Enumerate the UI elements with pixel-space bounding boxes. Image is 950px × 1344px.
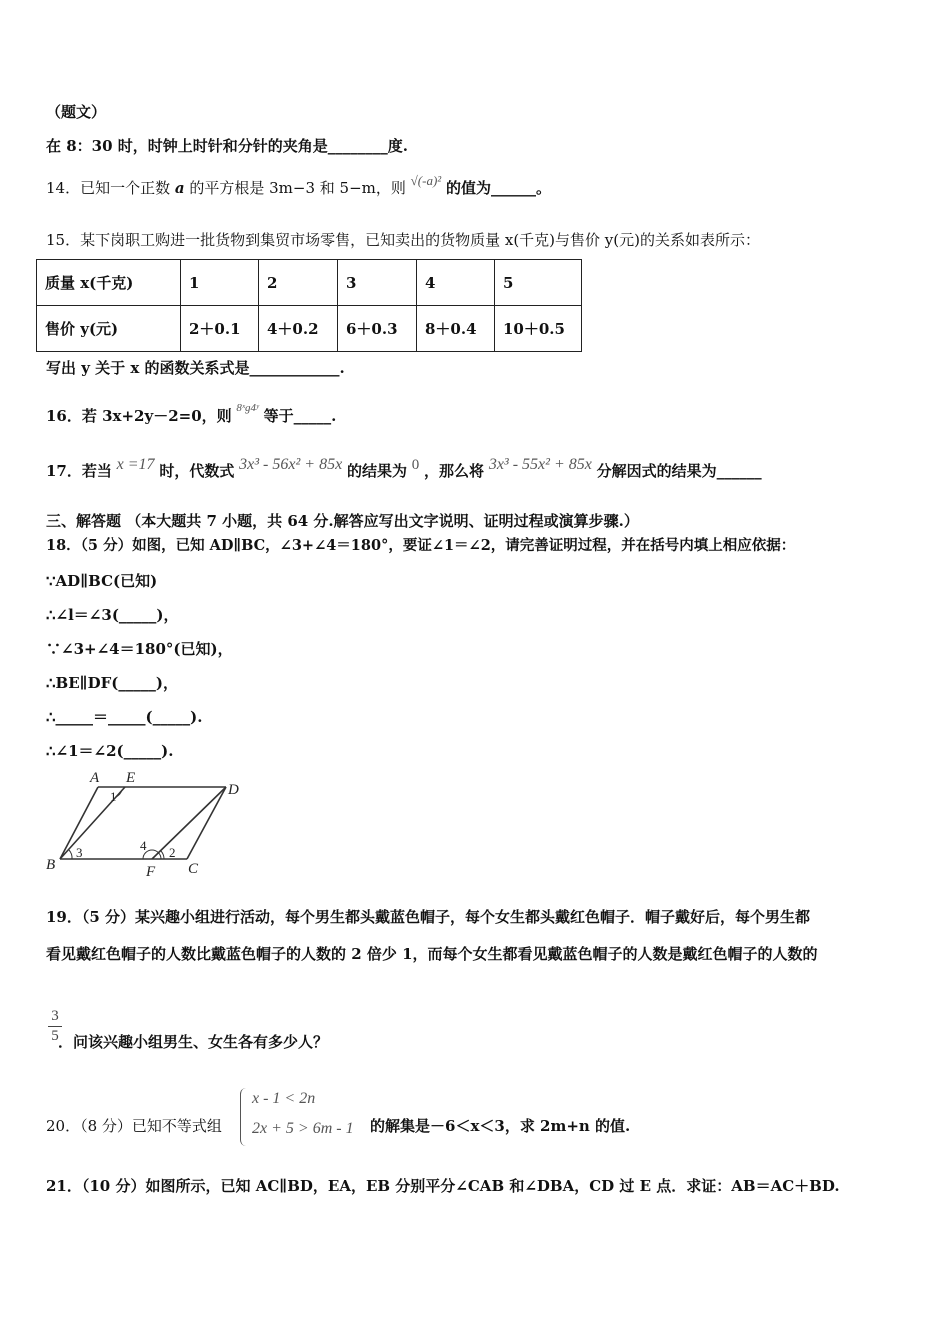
question-17-zero: 0 bbox=[411, 457, 420, 473]
fraction-denominator: 5 bbox=[51, 1028, 59, 1044]
question-19-line-3: ．问该兴趣小组男生、女生各有多少人？ bbox=[58, 1033, 329, 1051]
table-cell: 2＋0.1 bbox=[181, 306, 259, 352]
question-14-mid: 的平方根是 3m−3 和 5−m，则 bbox=[184, 179, 406, 197]
label-angle-1: 1 bbox=[110, 789, 117, 804]
table-cell: 6＋0.3 bbox=[338, 306, 417, 352]
question-19-line-1: 19．（5 分）某兴趣小组进行活动，每个男生都头戴蓝色帽子，每个女生都头戴红色帽子．帽子戴好后，每个男生都 bbox=[46, 908, 811, 926]
label-b: B bbox=[46, 857, 56, 873]
question-20-post: 的解集是－6＜x＜3，求 2m+n 的值. bbox=[370, 1117, 631, 1135]
table-cell: 质量 x(千克) bbox=[37, 260, 181, 306]
data-table bbox=[36, 259, 582, 352]
question-17-expression-2: 3x³ - 55x² + 85x bbox=[488, 456, 592, 473]
proof-step: ∵AD∥BC(已知) bbox=[46, 572, 158, 590]
question-16 bbox=[46, 402, 337, 428]
proof-step: ∴BE∥DF(_____)， bbox=[46, 674, 178, 692]
question-20-pre: 20．（8 分）已知不等式组 bbox=[46, 1117, 222, 1135]
table-cell: 5 bbox=[495, 260, 582, 306]
parallelogram-figure bbox=[40, 766, 250, 881]
label-d: D bbox=[228, 782, 239, 798]
table-cell: 10＋0.5 bbox=[495, 306, 582, 352]
question-17 bbox=[46, 456, 762, 482]
question-17-mid2: 的结果为 bbox=[346, 462, 407, 480]
question-14-expression: √(-a)² bbox=[410, 173, 442, 188]
question-17-post: 分解因式的结果为______ bbox=[596, 462, 762, 480]
question-17-pre: 17．若当 bbox=[46, 462, 112, 480]
segment-df bbox=[152, 787, 226, 859]
label-e: E bbox=[126, 770, 136, 786]
table-cell: 3 bbox=[338, 260, 417, 306]
label-c: C bbox=[188, 861, 199, 877]
question-14 bbox=[46, 173, 551, 199]
proof-step: ∴∠l＝∠3(_____)， bbox=[46, 606, 179, 624]
table-cell: 售价 y(元) bbox=[37, 306, 181, 352]
label-f: F bbox=[146, 864, 156, 880]
question-14-pre: 14．已知一个正数 bbox=[46, 179, 175, 197]
inequality-row-1: x - 1 < 2n bbox=[252, 1090, 316, 1107]
table-cell: 4 bbox=[417, 260, 495, 306]
question-14-post: 的值为______。 bbox=[445, 179, 551, 197]
brace bbox=[240, 1088, 247, 1146]
question-15-text: 15．某下岗职工购进一批货物到集贸市场零售，已知卖出的货物质量 x(千克)与售价 y(元)的关系如表所示： bbox=[46, 231, 760, 249]
angle-3-arc bbox=[69, 850, 72, 859]
question-19-line-2: 看见戴红色帽子的人数比戴蓝色帽子的人数的 2 倍少 1，而每个女生都看见戴蓝色帽子的人数是戴红色帽子的人数的 bbox=[46, 945, 818, 963]
fraction-bar bbox=[48, 1026, 62, 1027]
question-14-var: a bbox=[174, 179, 185, 197]
section-heading: 三、解答题 （本大题共 7 小题，共 64 分.解答应写出文字说明、证明过程或演算步骤.） bbox=[46, 512, 639, 530]
question-16-expression: 8ˣg4ʸ bbox=[236, 402, 259, 414]
question-16-post: 等于_____. bbox=[263, 407, 337, 425]
proof-step: ∴_____＝_____(_____). bbox=[46, 708, 203, 726]
table-cell: 2 bbox=[259, 260, 338, 306]
proof-step: ∵∠3+∠4＝180°(已知)， bbox=[46, 640, 233, 658]
proof-step: ∴∠1＝∠2(_____). bbox=[46, 742, 174, 760]
question-16-pre: 16．若 3x+2y－2=0，则 bbox=[46, 407, 232, 425]
question-17-condition: x =17 bbox=[116, 456, 155, 473]
question-13-text: 在 8：30 时，时钟上时针和分针的夹角是________度. bbox=[46, 137, 408, 155]
segment-dc bbox=[187, 787, 226, 859]
label-angle-3: 3 bbox=[76, 845, 83, 860]
table-row bbox=[37, 260, 582, 306]
question-21-text: 21．（10 分）如图所示，已知 AC∥BD，EA，EB 分别平分∠CAB 和∠DBA，CD 过 E 点．求证：AB＝AC＋BD. bbox=[46, 1177, 840, 1195]
question-18-text: 18．（5 分）如图，已知 AD∥BC，∠3+∠4＝180°，要证∠1＝∠2，请完善证明过程，并在括号内填上相应依据： bbox=[46, 537, 796, 554]
label-angle-2: 2 bbox=[169, 845, 176, 860]
table-cell: 4＋0.2 bbox=[259, 306, 338, 352]
label-a: A bbox=[90, 770, 100, 786]
question-17-mid3: ，那么将 bbox=[424, 462, 485, 480]
label-angle-4: 4 bbox=[140, 838, 147, 853]
fraction-numerator: 3 bbox=[51, 1008, 59, 1024]
table-cell: 1 bbox=[181, 260, 259, 306]
table-cell: 8＋0.4 bbox=[417, 306, 495, 352]
question-17-mid1: 时，代数式 bbox=[159, 462, 235, 480]
question-header: （题文） bbox=[46, 103, 107, 121]
inequality-row-2: 2x + 5 > 6m - 1 bbox=[252, 1120, 354, 1137]
question-15-after: 写出 y 关于 x 的函数关系式是____________. bbox=[46, 359, 345, 377]
table-row bbox=[37, 306, 582, 352]
angle-2-arc bbox=[161, 851, 164, 859]
question-17-expression-1: 3x³ - 56x² + 85x bbox=[239, 456, 343, 473]
